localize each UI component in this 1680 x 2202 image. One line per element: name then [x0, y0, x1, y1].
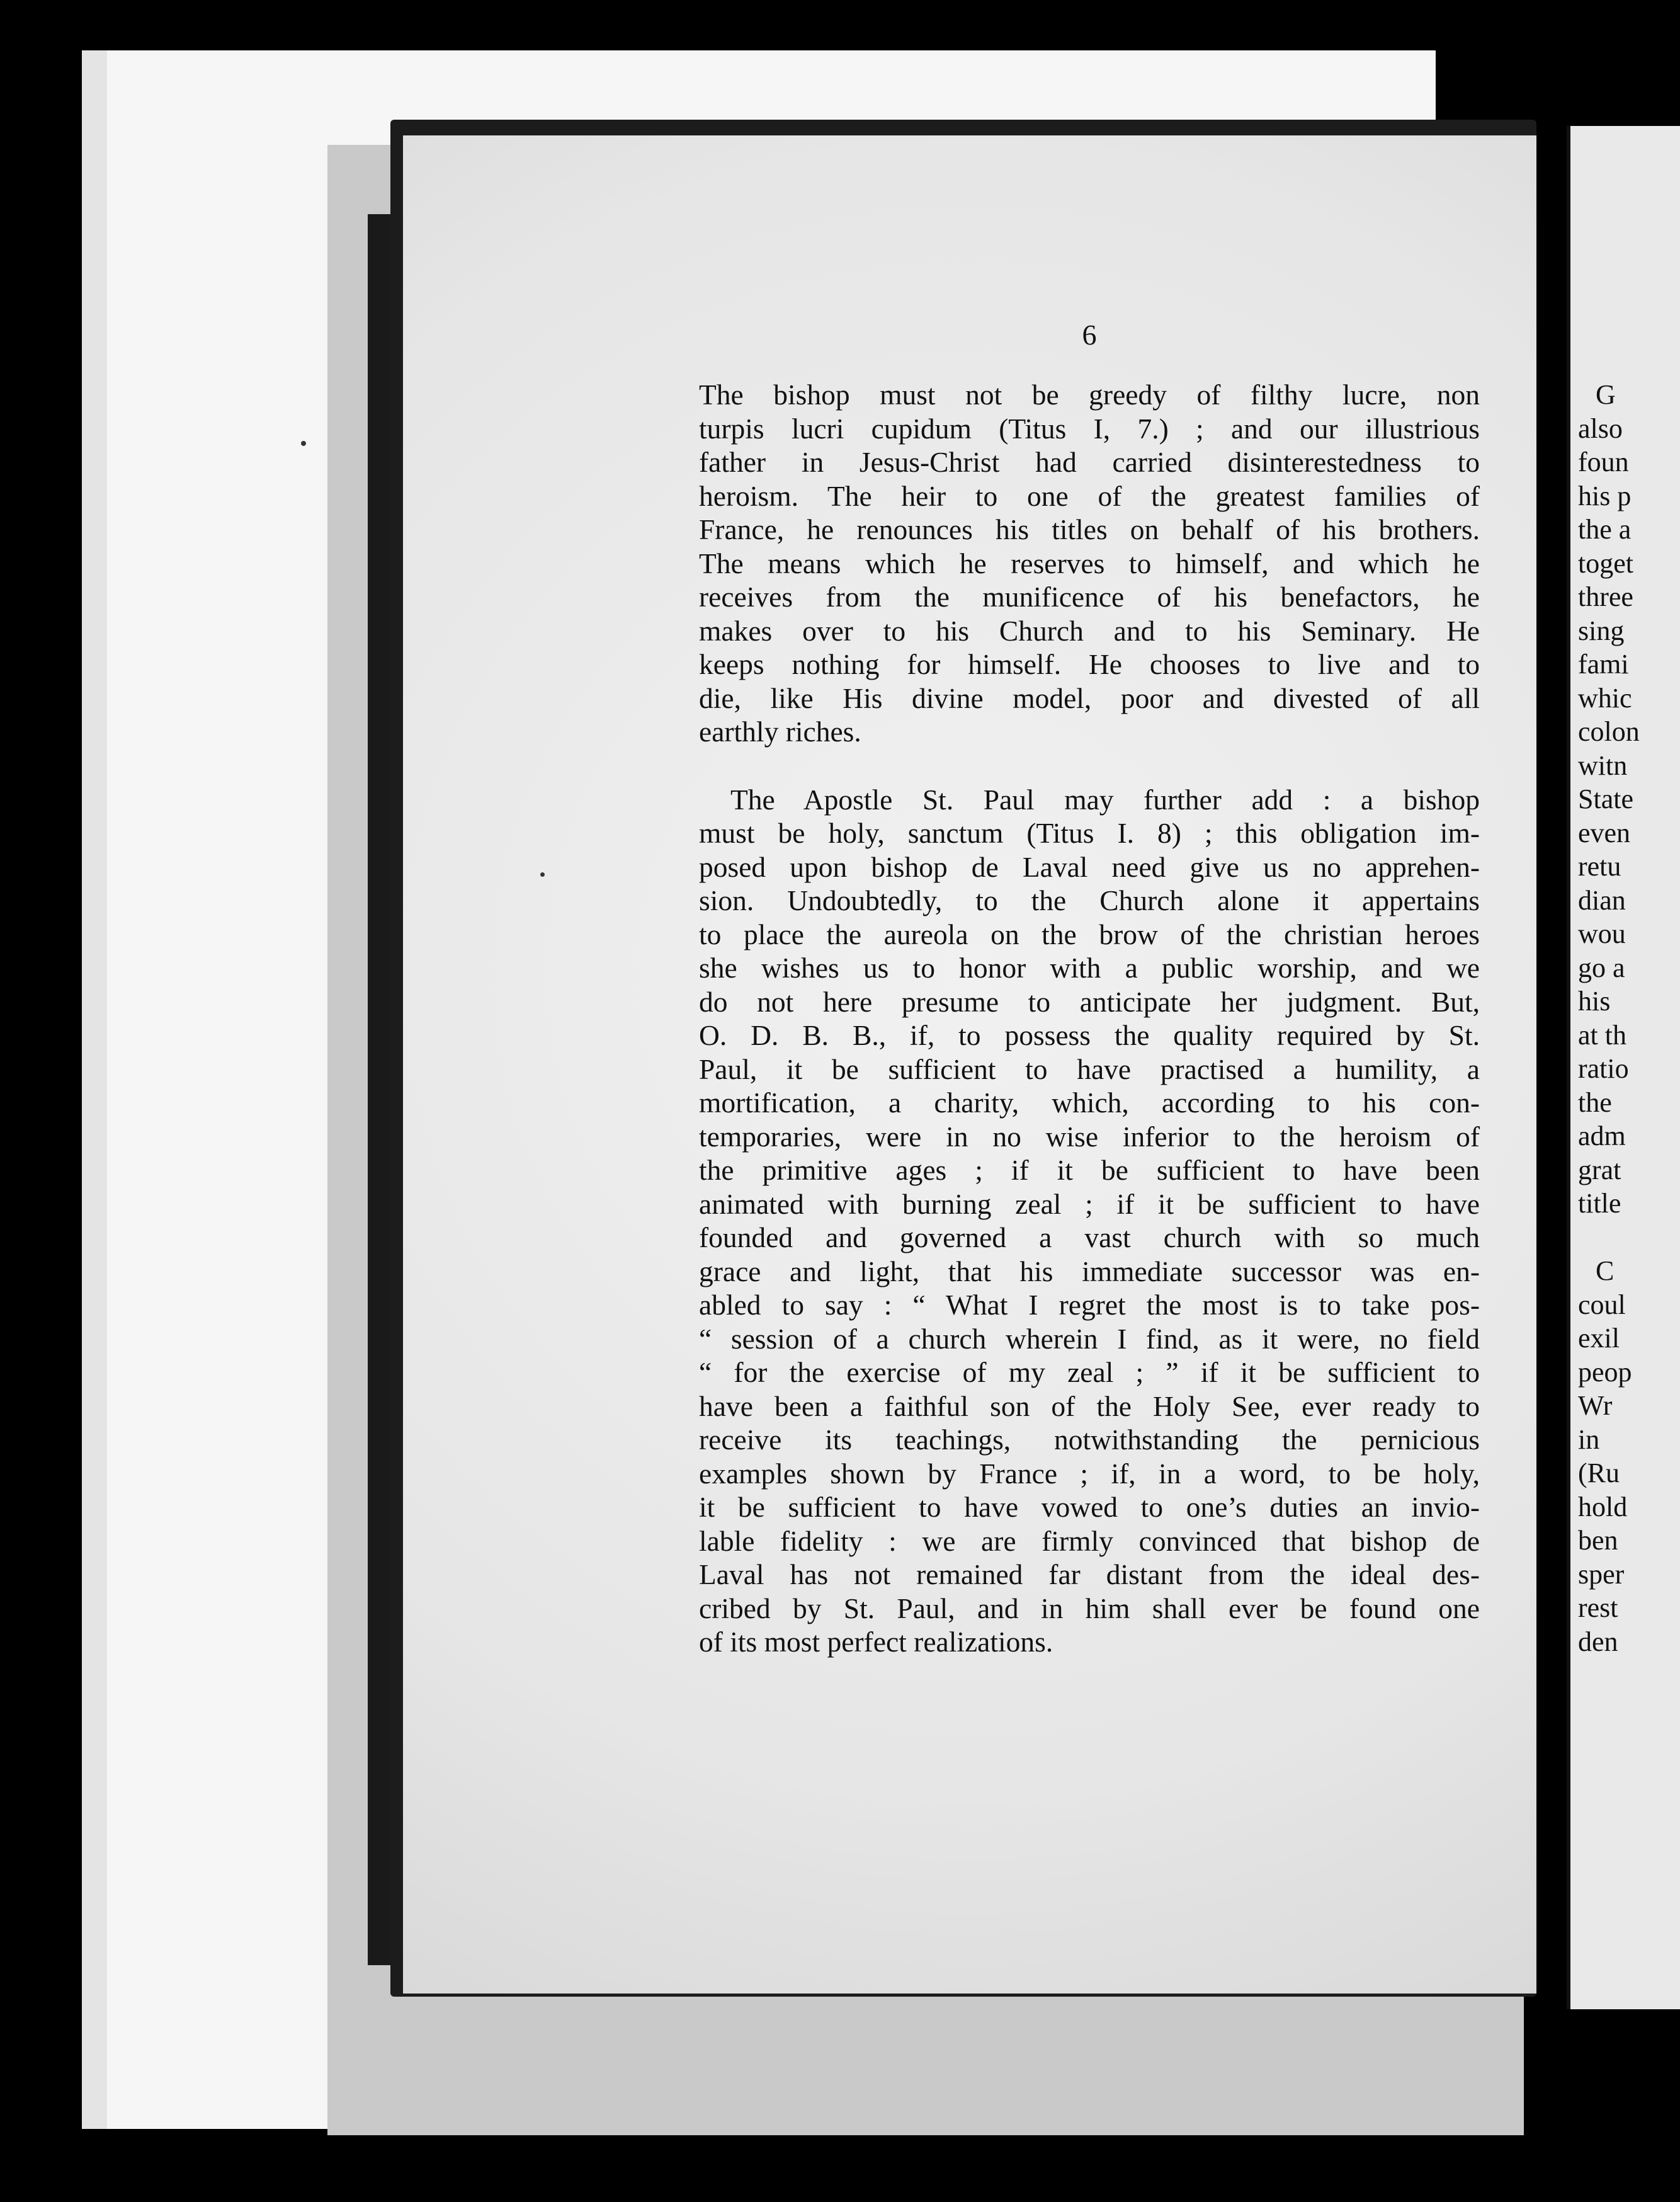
adjacent-page-line: fami: [1578, 649, 1629, 680]
text-line: Laval has not remained far distant from the ideal des-: [699, 1558, 1480, 1590]
text-line: keeps nothing for himself. He chooses to live and to: [699, 648, 1480, 680]
adjacent-page-line: (Ru: [1578, 1458, 1620, 1488]
adjacent-page-line: his p: [1578, 480, 1632, 511]
adjacent-page-line: dian: [1578, 884, 1626, 916]
page-number: 6: [1082, 319, 1097, 351]
text-line: cribed by St. Paul, and in him shall ever be found one: [699, 1592, 1480, 1624]
adjacent-page-line: witn: [1578, 750, 1628, 781]
text-line: receives from the munificence of his benefactors, he: [699, 581, 1480, 613]
adjacent-page-line: go a: [1578, 952, 1625, 983]
adjacent-page-line: ratio: [1578, 1053, 1629, 1084]
text-line: posed upon bishop de Laval need give us no apprehen-: [699, 850, 1480, 883]
text-line: have been a faithful son of the Holy See, ever ready to: [699, 1389, 1480, 1422]
text-line: O. D. B. B., if, to possess the quality required by St.: [699, 1019, 1480, 1051]
text-line: receive its teachings, notwithstanding the pernicious: [699, 1423, 1480, 1456]
adjacent-page-line: hold: [1578, 1491, 1628, 1522]
adjacent-page-line: State: [1578, 784, 1633, 814]
adjacent-page: [1567, 126, 1680, 2009]
adjacent-page-line: foun: [1578, 447, 1629, 477]
adjacent-page-line: grat: [1578, 1154, 1621, 1185]
dust-speck: [540, 872, 545, 877]
text-line: animated with burning zeal ; if it be sufficient to have: [699, 1187, 1480, 1220]
adjacent-page-line: Wr: [1578, 1390, 1613, 1421]
adjacent-page-line: title: [1578, 1188, 1621, 1219]
text-line: makes over to his Church and to his Seminary. He: [699, 614, 1480, 647]
text-line: the primitive ages ; if it be sufficient to have been: [699, 1154, 1480, 1186]
adjacent-page-line: sper: [1578, 1558, 1625, 1590]
adjacent-page-line: also: [1578, 413, 1623, 444]
text-line: The bishop must not be greedy of filthy lucre, non: [699, 379, 1480, 411]
body-text: [699, 378, 1480, 1659]
adjacent-page-line: the: [1578, 1087, 1612, 1118]
text-line: temporaries, were in no wise inferior to the heroism of: [699, 1120, 1480, 1153]
adjacent-page-line: retu: [1578, 851, 1621, 882]
adjacent-page-line: adm: [1578, 1121, 1626, 1151]
paragraph-1: [699, 378, 1480, 749]
dust-speck: [301, 441, 306, 446]
text-line: mortification, a charity, which, according to his con-: [699, 1087, 1480, 1119]
text-line: sion. Undoubtedly, to the Church alone it appertains: [699, 884, 1480, 916]
text-line: earthly riches.: [699, 716, 861, 748]
adjacent-page-line: three: [1578, 581, 1633, 612]
text-line: father in Jesus-Christ had carried disinterestedness to: [699, 446, 1480, 478]
text-line: “ for the exercise of my zeal ; ” if it be sufficient to: [699, 1356, 1480, 1388]
adjacent-page-line: G: [1596, 379, 1616, 410]
adjacent-page-line: sing: [1578, 615, 1625, 646]
text-line: she wishes us to honor with a public worship, and we: [699, 952, 1480, 984]
text-line: abled to say : “ What I regret the most is to take pos-: [699, 1289, 1480, 1321]
text-line: lable fidelity : we are firmly convinced that bishop de: [699, 1524, 1480, 1557]
text-line: do not here presume to anticipate her judgment. But,: [699, 985, 1480, 1018]
adjacent-page-line: C: [1596, 1255, 1615, 1286]
adjacent-page-line: whic: [1578, 682, 1632, 714]
text-line: examples shown by France ; if, in a word, to be holy,: [699, 1457, 1480, 1490]
adjacent-page-line: peop: [1578, 1356, 1632, 1388]
text-line: “ session of a church wherein I find, as it were, no field: [699, 1322, 1480, 1355]
adjacent-page-line: his: [1578, 986, 1611, 1017]
adjacent-page-line: the a: [1578, 514, 1632, 545]
adjacent-page-line: ben: [1578, 1525, 1618, 1556]
text-line: die, like His divine model, poor and divested of all: [699, 682, 1480, 714]
adjacent-page-line: colon: [1578, 716, 1640, 747]
text-line: must be holy, sanctum (Titus I. 8) ; this obligation im-: [699, 817, 1480, 849]
text-line: turpis lucri cupidum (Titus I, 7.) ; and our illustrious: [699, 412, 1480, 445]
adjacent-page-line: exil: [1578, 1323, 1620, 1354]
adjacent-page-line: wou: [1578, 918, 1626, 949]
adjacent-page-line: in: [1578, 1423, 1600, 1455]
text-line: The Apostle St. Paul may further add : a bishop: [730, 783, 1480, 816]
adjacent-page-line: coul: [1578, 1289, 1626, 1320]
adjacent-page-line: den: [1578, 1626, 1618, 1657]
text-line: heroism. The heir to one of the greatest families of: [699, 479, 1480, 512]
text-line: it be sufficient to have vowed to one’s duties an invio-: [699, 1491, 1480, 1523]
adjacent-page-line: rest: [1578, 1592, 1618, 1623]
text-line: of its most perfect realizations.: [699, 1626, 1053, 1658]
text-line: to place the aureola on the brow of the christian heroes: [699, 918, 1480, 950]
adjacent-page-line: toget: [1578, 547, 1633, 579]
text-line: Paul, it be sufficient to have practised a humility, a: [699, 1053, 1480, 1085]
text-line: founded and governed a vast church with so much: [699, 1221, 1480, 1253]
adjacent-page-line: at th: [1578, 1019, 1626, 1051]
text-line: The means which he reserves to himself, and which he: [699, 547, 1480, 579]
text-line: France, he renounces his titles on behalf of his brothers.: [699, 513, 1480, 545]
paragraph-2: [699, 783, 1480, 1659]
text-line: grace and light, that his immediate successor was en-: [699, 1255, 1480, 1287]
adjacent-page-line: even: [1578, 817, 1631, 848]
